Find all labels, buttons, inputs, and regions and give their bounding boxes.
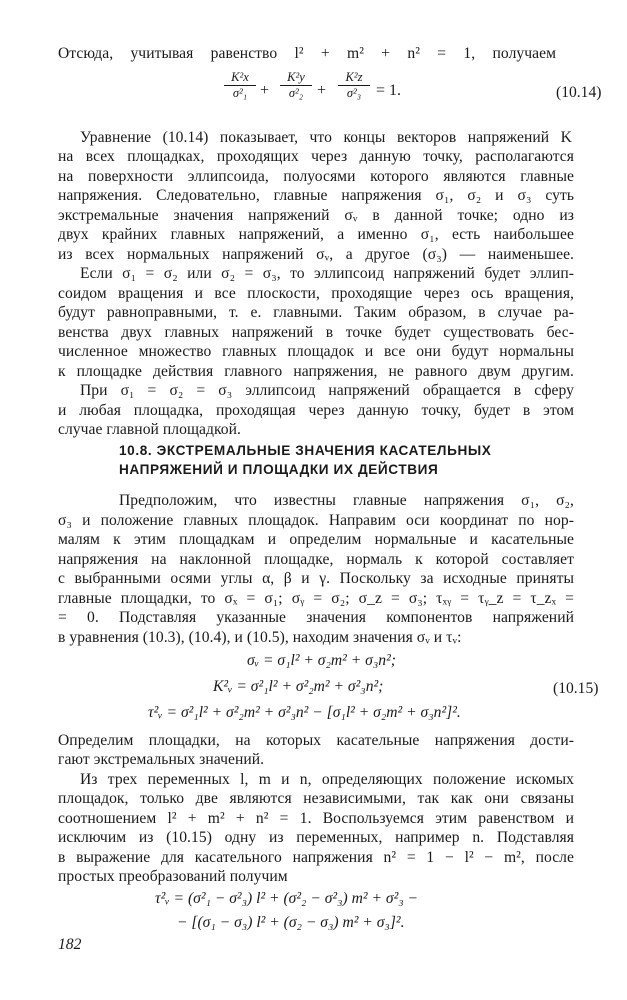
fraction-ky: K²y σ²₂ — [280, 70, 312, 101]
fraction-kz: K²z σ²₃ — [338, 70, 370, 101]
intro-line: Отсюда, учитывая равенство l² + m² + n² = 1, получаем — [58, 45, 556, 62]
equation-number: (10.14) — [556, 84, 602, 101]
equation-number: (10.15) — [553, 680, 599, 697]
page-number: 182 — [58, 936, 82, 953]
fraction-kx: K²x σ²₁ — [224, 70, 256, 101]
book-page: Отсюда, учитывая равенство l² + m² + n² = 1, получаем K²x σ²₁ + K²y σ²₂ + K²z σ²₃ = 1. (10.14) Уравнение (10.14) показывает, что концы векторов напряжений K на всех площадках, проходящих через данную точку, располагаются на поверхности эллипсоида, полуосями которого являются главные напряжения. Следовательно, главные напряжения σ₁, σ₂ и σ₃ суть экстремальные значения напряжений σᵥ в данной точке; одно из двух крайних главных напряжений, а именно σ₁, есть наибольшее из всех нормальных напряжений σᵥ, а другое (σ₃) — наименьшее. Если σ₁ = σ₂ или σ₂ = σ₃, то эллипсоид напряжений будет эллип- соидом вращения и все плоскости, проходящие через ось вращения, будут равноправными, т. е. главными. Таким образом, в случае ра- венства двух главных напряжений в точке будет существовать бес- численное множество главных площадок и все они будут нормальны к площадке действия главного напряжения, не равного двум другим. При σ₁ = σ₂ = σ₃ эллипсоид напряжений обращается в сферу и любая площадка, проходящая через данную точку, будет в этом случае главной площадкой. 10.8. ЭКСТРЕМАЛЬНЫЕ ЗНАЧЕНИЯ КАСАТЕЛЬНЫХ НАПРЯЖЕНИЙ И ПЛОЩАДКИ ИХ ДЕЙСТВИЯ Предположим, что известны главные напряжения σ₁, σ₂, σ₃ и положение главных площадок. Направим оси координат по нор- малям к этим площадкам и определим нормальные и касательные напряжения на наклонной площадке, нормаль к которой составляет с выбранными осями углы α, β и γ. Поскольку за исходные приняты главные площадки, то σₓ = σ₁; σᵧ = σ₂; σ_z = σ₃; τₓᵧ = τᵧ_z = τ_zₓ = = 0. Подставляя указанные значения компонентов напряжений в уравнения (10.3), (10.4), и (10.5), находим значения σᵥ и τᵥ: σᵥ = σ₁l² + σ₂m² + σ₃n²; K²ᵥ = σ²₁l² + σ²₂m² + σ²₃n²; τ²ᵥ = σ²₁l² + σ²₂m² + σ²₃n² − [σ₁l² + σ₂m² + σ₃n²]². (10.15) Определим площадки, на которых касательные напряжения дости- гают экстремальных значений. Из трех переменных l, m и n, определяющих положение искомых площадок, только две являются независимыми, так как они связаны соотношением l² + m² + n² = 1. Воспользуемся этим равенством и исключим из (10.15) одну из переменных, например n. Подставляя в выражение для касательного напряжения n² = 1 − l² − m², после простых преобразований получим τ²ᵥ = (σ²₁ − σ²₃) l² + (σ²₂ − σ²₃) m² + σ²₃ − − [(σ₁ − σ₃) l² + (σ₂ − σ₃) m² + σ₃]². 182 — [58, 45, 602, 953]
